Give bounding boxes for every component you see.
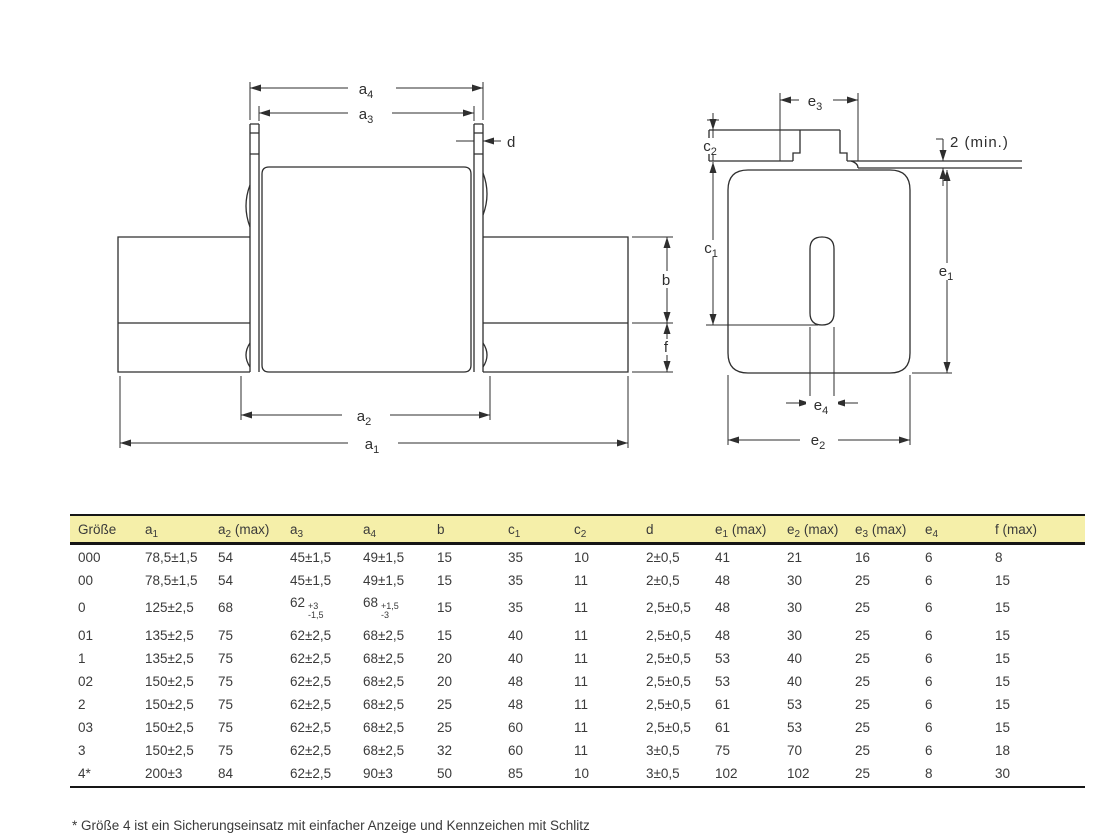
column-header: $a_1$ bbox=[137, 515, 210, 544]
dimension-cell: 60 bbox=[508, 719, 524, 735]
dimension-cell: 70 bbox=[787, 742, 803, 758]
dimension-cell: 25 bbox=[855, 600, 871, 615]
column-header: $e_2$ (max) bbox=[779, 515, 847, 544]
dim-label-a2: $a_2$ bbox=[356, 408, 372, 428]
column-header: b bbox=[429, 515, 500, 544]
dimension-cell: 125±2,5 bbox=[145, 600, 194, 615]
dimension-cell: 40 bbox=[787, 650, 803, 666]
lug-plate-outline bbox=[709, 130, 847, 161]
dimension-cell: 102 bbox=[779, 761, 847, 787]
dimension-cell: 53 bbox=[715, 650, 731, 666]
table-row bbox=[70, 623, 1085, 646]
dimension-cell: 62±2,5 bbox=[290, 742, 332, 758]
dimension-cell: 3 bbox=[78, 742, 86, 758]
dimension-cell: 25 bbox=[855, 673, 871, 689]
dimension-cell: 25 bbox=[437, 696, 453, 712]
column-header: $a_2$ (max) bbox=[210, 515, 282, 544]
dimension-cell: 48 bbox=[715, 627, 731, 643]
dimension-cell: 75 bbox=[218, 696, 234, 712]
dimension-cell: 30 bbox=[787, 600, 803, 615]
dim-label-b: b bbox=[661, 272, 671, 289]
dimension-cell: 25 bbox=[855, 742, 871, 758]
dimension-cell: 48 bbox=[508, 673, 524, 689]
dimension-cell: 21 bbox=[787, 549, 803, 565]
dimension-cell: 25 bbox=[855, 650, 871, 666]
dimension-cell: 15 bbox=[995, 673, 1011, 689]
dimension-cell: 30 bbox=[787, 627, 803, 643]
dimension-cell: 2 bbox=[78, 696, 86, 712]
dimension-cell: 68 bbox=[218, 600, 234, 615]
table-row bbox=[70, 646, 1085, 669]
dimension-cell: 0 bbox=[78, 600, 86, 615]
dimension-cell: 49±1,5 bbox=[363, 572, 405, 588]
table-row bbox=[70, 568, 1085, 591]
dimension-cell: 75 bbox=[218, 719, 234, 735]
dimension-cell: 25 bbox=[855, 719, 871, 735]
front-view-drawing bbox=[118, 124, 628, 372]
dimension-cell: 6 bbox=[925, 719, 933, 735]
right-terminal-outline bbox=[483, 237, 628, 372]
dimension-cell: 15 bbox=[995, 650, 1011, 666]
dimension-cell: 25 bbox=[855, 572, 871, 588]
dimension-cell: 25 bbox=[855, 696, 871, 712]
dimension-cell: 75 bbox=[218, 673, 234, 689]
dimension-cell: 15 bbox=[437, 549, 453, 565]
dimension-cell: 16 bbox=[855, 549, 871, 565]
dimension-cell: 68±2,5 bbox=[363, 627, 405, 643]
dimension-cell: 30 bbox=[987, 761, 1085, 787]
dimension-cell: 48 bbox=[715, 572, 731, 588]
dimension-cell: 78,5±1,5 bbox=[145, 549, 198, 565]
dimension-cell: 2±0,5 bbox=[646, 572, 680, 588]
dimension-cell: 2,5±0,5 bbox=[646, 627, 691, 643]
dimension-cell: 3±0,5 bbox=[646, 742, 680, 758]
dimension-cell: 15 bbox=[437, 572, 453, 588]
table-row bbox=[70, 669, 1085, 692]
dimension-cell: 135±2,5 bbox=[145, 627, 194, 643]
dimension-cell: 62±2,5 bbox=[290, 627, 332, 643]
dimension-cell: 62±2,5 bbox=[282, 761, 355, 787]
column-header: f (max) bbox=[987, 515, 1085, 544]
dimension-cell: 32 bbox=[437, 742, 453, 758]
dimension-cell: 62 +3 -1,5 bbox=[290, 595, 324, 620]
dimension-cell: 85 bbox=[500, 761, 566, 787]
dimension-cell: 68±2,5 bbox=[363, 719, 405, 735]
dimension-cell: 68±2,5 bbox=[363, 696, 405, 712]
side-view-labels bbox=[703, 93, 1009, 452]
dimension-cell: 25 bbox=[437, 719, 453, 735]
side-view-drawing bbox=[709, 130, 1022, 373]
right-blade bbox=[474, 124, 483, 372]
dimension-cell: 2±0,5 bbox=[646, 549, 680, 565]
dimension-cell: 68±2,5 bbox=[363, 742, 405, 758]
dimension-cell: 62±2,5 bbox=[290, 673, 332, 689]
dimension-cell: 15 bbox=[995, 719, 1011, 735]
dimension-table bbox=[70, 514, 1085, 788]
dim-label-e4: $e_4$ bbox=[813, 397, 829, 417]
dimension-cell: 45±1,5 bbox=[290, 572, 332, 588]
table-row bbox=[70, 591, 1085, 623]
dimension-cell: 11 bbox=[574, 650, 589, 666]
dimension-cell: 48 bbox=[715, 600, 731, 615]
dimension-cell: 50 bbox=[429, 761, 500, 787]
dimension-cell: 15 bbox=[995, 600, 1011, 615]
dimension-cell: 75 bbox=[218, 650, 234, 666]
dimension-cell: 03 bbox=[78, 719, 94, 735]
dimension-cell: 02 bbox=[78, 673, 94, 689]
dimension-cell: 15 bbox=[995, 696, 1011, 712]
dimension-cell: 78,5±1,5 bbox=[145, 572, 198, 588]
dimension-cell: 3±0,5 bbox=[638, 761, 707, 787]
footnote-text: * Größe 4 ist ein Sicherungseinsatz mit einfacher Anzeige und Kennzeichen mit Schlitz bbox=[72, 818, 590, 833]
dimension-cell: 102 bbox=[707, 761, 779, 787]
dimension-cell: 2,5±0,5 bbox=[646, 650, 691, 666]
dimension-cell: 45±1,5 bbox=[290, 549, 332, 565]
dimension-cell: 6 bbox=[925, 549, 933, 565]
dimension-cell: 60 bbox=[508, 742, 524, 758]
dimension-cell: 40 bbox=[787, 673, 803, 689]
dimension-cell: 2,5±0,5 bbox=[646, 719, 691, 735]
dimension-cell: 61 bbox=[715, 696, 731, 712]
table-row bbox=[70, 761, 1085, 787]
blade-slot bbox=[810, 237, 834, 325]
dimension-cell: 41 bbox=[715, 549, 731, 565]
dimension-cell: 40 bbox=[508, 627, 524, 643]
dimension-cell: 15 bbox=[437, 600, 453, 615]
dimension-cell: 15 bbox=[437, 627, 453, 643]
dimension-cell: 6 bbox=[925, 673, 933, 689]
dimension-cell: 4* bbox=[70, 761, 137, 787]
side-view-dimensions bbox=[699, 91, 961, 448]
dimension-cell: 62±2,5 bbox=[290, 650, 332, 666]
dim-label-e3: $e_3$ bbox=[807, 93, 823, 113]
dimension-cell: 20 bbox=[437, 650, 453, 666]
dimension-cell: 6 bbox=[925, 627, 933, 643]
dimension-cell: 75 bbox=[218, 627, 234, 643]
dim-label-a4: $a_4$ bbox=[358, 81, 374, 101]
column-header: Größe bbox=[70, 515, 137, 544]
dimension-cell: 6 bbox=[925, 600, 933, 615]
dimension-cell: 18 bbox=[995, 742, 1011, 758]
dimension-cell: 11 bbox=[574, 572, 589, 588]
dimension-cell: 135±2,5 bbox=[145, 650, 194, 666]
column-header: $a_3$ bbox=[282, 515, 355, 544]
dimension-cell: 48 bbox=[508, 696, 524, 712]
dimension-cell: 15 bbox=[995, 572, 1011, 588]
dim-label-e2: $e_2$ bbox=[810, 432, 826, 452]
dim-label-a1: $a_1$ bbox=[364, 436, 380, 456]
column-header: $a_4$ bbox=[355, 515, 429, 544]
dimension-cell: 35 bbox=[508, 549, 524, 565]
dimension-cell: 10 bbox=[574, 549, 590, 565]
dimension-cell: 11 bbox=[574, 719, 589, 735]
column-header: $c_1$ bbox=[500, 515, 566, 544]
dim-label-c1: $c_1$ bbox=[704, 240, 718, 260]
fuse-body-outline bbox=[262, 167, 471, 372]
dimension-cell: 40 bbox=[508, 650, 524, 666]
dimension-cell: 68 +1,5 -3 bbox=[363, 595, 399, 620]
dimension-cell: 6 bbox=[925, 650, 933, 666]
blade-body-outline bbox=[728, 170, 910, 373]
dimension-cell: 75 bbox=[715, 742, 731, 758]
column-header: $e_3$ (max) bbox=[847, 515, 917, 544]
dimension-cell: 11 bbox=[574, 600, 589, 615]
holder-top-line bbox=[851, 161, 1022, 168]
dimension-cell: 6 bbox=[925, 572, 933, 588]
dimension-cell: 35 bbox=[508, 572, 524, 588]
dimension-cell: 11 bbox=[574, 627, 589, 643]
dimension-cell: 62±2,5 bbox=[290, 719, 332, 735]
dimension-cell: 2,5±0,5 bbox=[646, 696, 691, 712]
dim-label-d: d bbox=[507, 134, 516, 151]
header-row bbox=[70, 515, 1085, 544]
dimension-cell: 20 bbox=[437, 673, 453, 689]
dimension-cell: 000 bbox=[78, 549, 101, 565]
dimension-cell: 11 bbox=[574, 742, 589, 758]
dimension-cell: 2,5±0,5 bbox=[646, 600, 691, 615]
dimension-cell: 150±2,5 bbox=[145, 696, 194, 712]
column-header: $c_2$ bbox=[566, 515, 638, 544]
dimension-cell: 150±2,5 bbox=[145, 742, 194, 758]
dimension-cell: 35 bbox=[508, 600, 524, 615]
dimension-cell: 8 bbox=[917, 761, 987, 787]
table-row bbox=[70, 715, 1085, 738]
dimension-cell: 61 bbox=[715, 719, 731, 735]
dimension-cell: 54 bbox=[218, 572, 234, 588]
dimension-cell: 25 bbox=[855, 627, 871, 643]
dimension-cell: 68±2,5 bbox=[363, 650, 405, 666]
table-row bbox=[70, 544, 1085, 569]
table-row bbox=[70, 738, 1085, 761]
dim-label-min2: 2 (min.) bbox=[950, 134, 1009, 151]
front-view-dimensions bbox=[120, 79, 675, 451]
dim-label-a3: $a_3$ bbox=[358, 106, 374, 126]
dimension-cell: 84 bbox=[210, 761, 282, 787]
column-header: $e_4$ bbox=[917, 515, 987, 544]
dimension-cell: 10 bbox=[566, 761, 638, 787]
dim-label-c2: $c_2$ bbox=[703, 138, 717, 158]
dimension-cell: 1 bbox=[78, 650, 86, 666]
dimension-cell: 53 bbox=[787, 696, 803, 712]
dimension-cell: 200±3 bbox=[137, 761, 210, 787]
table-row bbox=[70, 692, 1085, 715]
dimension-cell: 2,5±0,5 bbox=[646, 673, 691, 689]
dimension-cell: 54 bbox=[218, 549, 234, 565]
dimension-cell: 01 bbox=[78, 627, 94, 643]
front-view-labels bbox=[357, 81, 670, 456]
dimension-cell: 49±1,5 bbox=[363, 549, 405, 565]
dimension-cell: 53 bbox=[787, 719, 803, 735]
dimension-cell: 6 bbox=[925, 696, 933, 712]
dimension-cell: 90±3 bbox=[355, 761, 429, 787]
column-header: $e_1$ (max) bbox=[707, 515, 779, 544]
dimension-cell: 53 bbox=[715, 673, 731, 689]
dimension-cell: 15 bbox=[995, 627, 1011, 643]
c2-dim-lines bbox=[707, 113, 719, 130]
dimension-cell: 75 bbox=[218, 742, 234, 758]
left-terminal-outline bbox=[118, 237, 250, 372]
dimension-cell: 8 bbox=[995, 549, 1003, 565]
dimension-cell: 150±2,5 bbox=[145, 719, 194, 735]
dimension-cell: 11 bbox=[574, 673, 589, 689]
dimension-cell: 11 bbox=[574, 696, 589, 712]
dimension-cell: 30 bbox=[787, 572, 803, 588]
dimension-cell: 00 bbox=[78, 572, 94, 588]
column-header: d bbox=[638, 515, 707, 544]
dimension-cell: 68±2,5 bbox=[363, 673, 405, 689]
dimension-cell: 25 bbox=[847, 761, 917, 787]
dimension-cell: 150±2,5 bbox=[145, 673, 194, 689]
dim-label-e1: $e_1$ bbox=[938, 263, 954, 283]
left-blade bbox=[250, 124, 259, 372]
dimension-cell: 62±2,5 bbox=[290, 696, 332, 712]
dimension-cell: 6 bbox=[925, 742, 933, 758]
dim-label-f: f bbox=[663, 339, 669, 356]
